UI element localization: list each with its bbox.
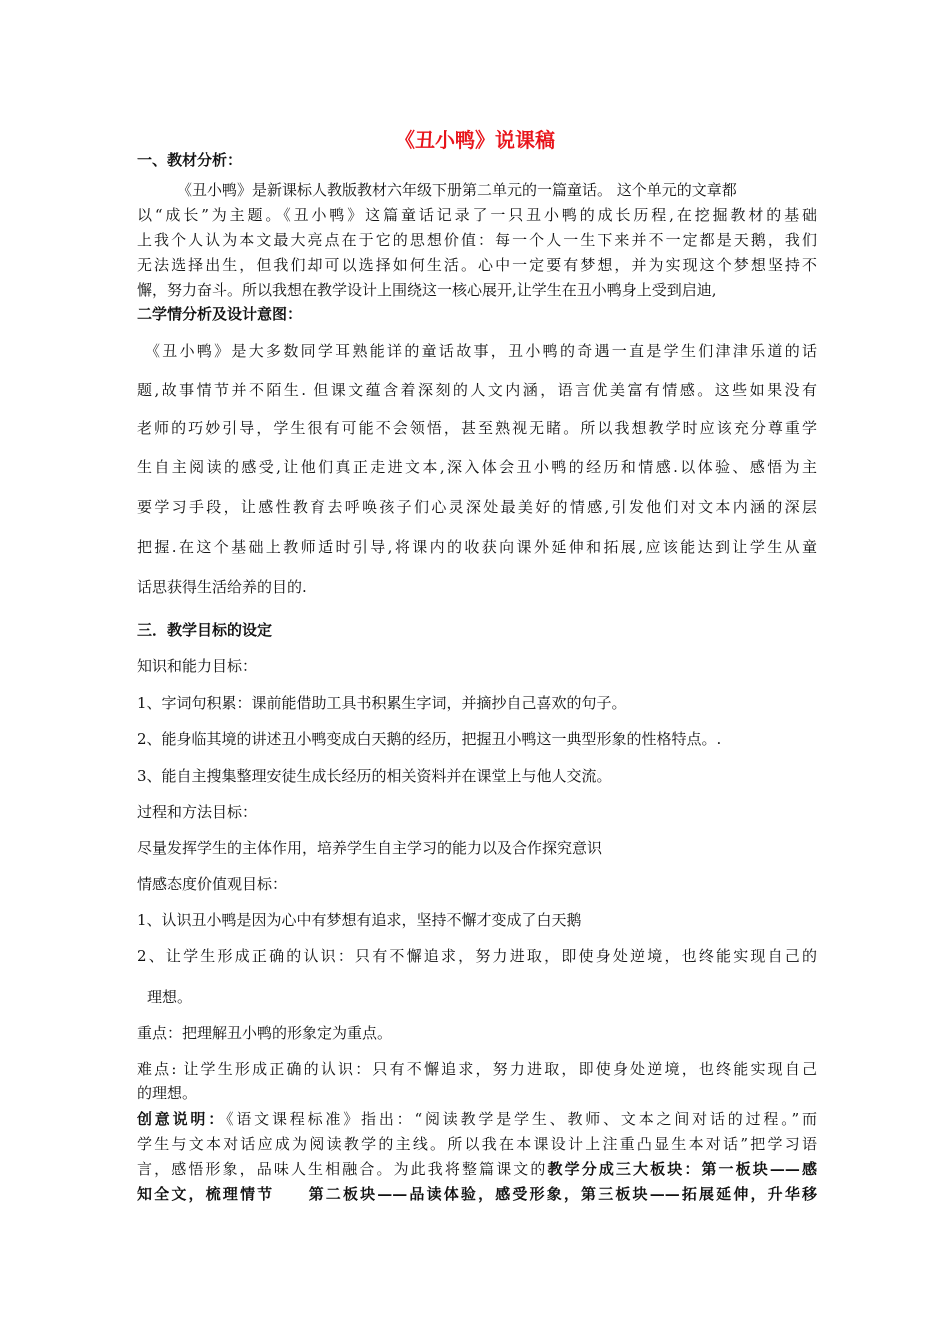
creative-note-bold: 教学分成三大板块：第一板块——感	[547, 1160, 817, 1178]
section-2-line: 话思获得生活给养的目的.	[137, 578, 307, 596]
section-2-line: 老师的巧妙引导，学生很有可能不会领悟，甚至熟视无睹。所以我想教学时应该充分尊重学	[137, 419, 817, 437]
section-1-line: 上我个人认为本文最大亮点在于它的思想价值：每一个人一生下来并不一定都是天鹅，我们	[137, 231, 817, 249]
section-3-line: 情感态度价值观目标：	[137, 875, 288, 893]
section-1-heading: 一、教材分析：	[137, 151, 243, 169]
section-3-line: 尽量发挥学生的主体作用，培养学生自主学习的能力以及合作探究意识	[137, 839, 603, 857]
section-3-line: 的理想。	[137, 1084, 198, 1102]
section-4-line	[137, 1159, 817, 1179]
section-2-line: 把握.在这个基础上教师适时引导,将课内的收获向课外延伸和拓展,应该能达到让学生从童	[137, 538, 817, 556]
section-3-line: 1、字词句积累：课前能借助工具书积累生字词，并摘抄自己喜欢的句子。	[137, 694, 627, 712]
section-2-line: 《丑小鸭》是大多数同学耳熟能详的童话故事，丑小鸭的奇遇一直是学生们津津乐道的话	[145, 342, 817, 360]
section-3-line: 理想。	[147, 988, 193, 1006]
creative-note-label: 创意说明：	[137, 1110, 227, 1128]
section-1-line: 懈，努力奋斗。所以我想在教学设计上围绕这一核心展开,让学生在丑小鸭身上受到启迪,	[137, 281, 717, 299]
section-2-line: 题,故事情节并不陌生. 但课文蕴含着深刻的人文内涵，语言优美富有情感。这些如果没有	[137, 381, 817, 399]
section-3-line: 2、让学生形成正确的认识：只有不懈追求，努力进取，即使身处逆境，也终能实现自己的	[137, 947, 817, 965]
section-4-line: 学生与文本对话应成为阅读教学的主线。所以我在本课设计上注重凸显生本对话”把学习语	[137, 1135, 817, 1153]
section-2-line: 生自主阅读的感受,让他们真正走进文本,深入体会丑小鸭的经历和情感.以体验、感悟为主	[137, 458, 817, 476]
section-3-heading: 三．教学目标的设定	[137, 621, 273, 639]
section-3-line: 难点: 让学生形成正确的认识：只有不懈追求，努力进取，即使身处逆境，也终能实现自己	[137, 1060, 817, 1078]
section-3-line: 过程和方法目标：	[137, 803, 258, 821]
section-4-line: 知全文，梳理情节 第二板块——品读体验，感受形象，第三板块——拓展延伸，升华移	[137, 1185, 817, 1203]
section-1-line: 以“成长”为主题。《丑小鸭》这篇童话记录了一只丑小鸭的成长历程,在挖掘教材的基础	[137, 206, 817, 224]
section-2-line: 要学习手段，让感性教育去呼唤孩子们心灵深处最美好的情感,引发他们对文本内涵的深层	[137, 498, 817, 516]
section-3-line: 重点：把理解丑小鸭的形象定为重点。	[137, 1024, 393, 1042]
section-1-line: 无法选择出生，但我们却可以选择如何生活。心中一定要有梦想，并为实现这个梦想坚持不	[137, 256, 817, 274]
section-3-line: 2、能身临其境的讲述丑小鸭变成白天鹅的经历，把握丑小鸭这一典型形象的性格特点。.	[137, 730, 722, 748]
section-4-line	[137, 1109, 817, 1129]
section-2-heading: 二学情分析及设计意图：	[137, 305, 303, 323]
document-title: 《丑小鸭》说课稿	[395, 128, 555, 152]
section-3-line: 3、能自主搜集整理安徒生成长经历的相关资料并在课堂上与他人交流。	[137, 767, 612, 785]
section-3-line: 知识和能力目标：	[137, 657, 258, 675]
creative-note-text: 言，感悟形象，品味人生相融合。为此我将整篇课文的	[137, 1160, 548, 1178]
section-3-line: 1、认识丑小鸭是因为心中有梦想有追求，坚持不懈才变成了白天鹅	[137, 911, 582, 929]
creative-note-text: 《语文课程标准》指出：“阅读教学是学生、教师、文本之间对话的过程。”而	[226, 1110, 817, 1128]
section-1-line: 《丑小鸭》是新课标人教版教材六年级下册第二单元的一篇童话。 这个单元的文章都	[177, 181, 737, 199]
